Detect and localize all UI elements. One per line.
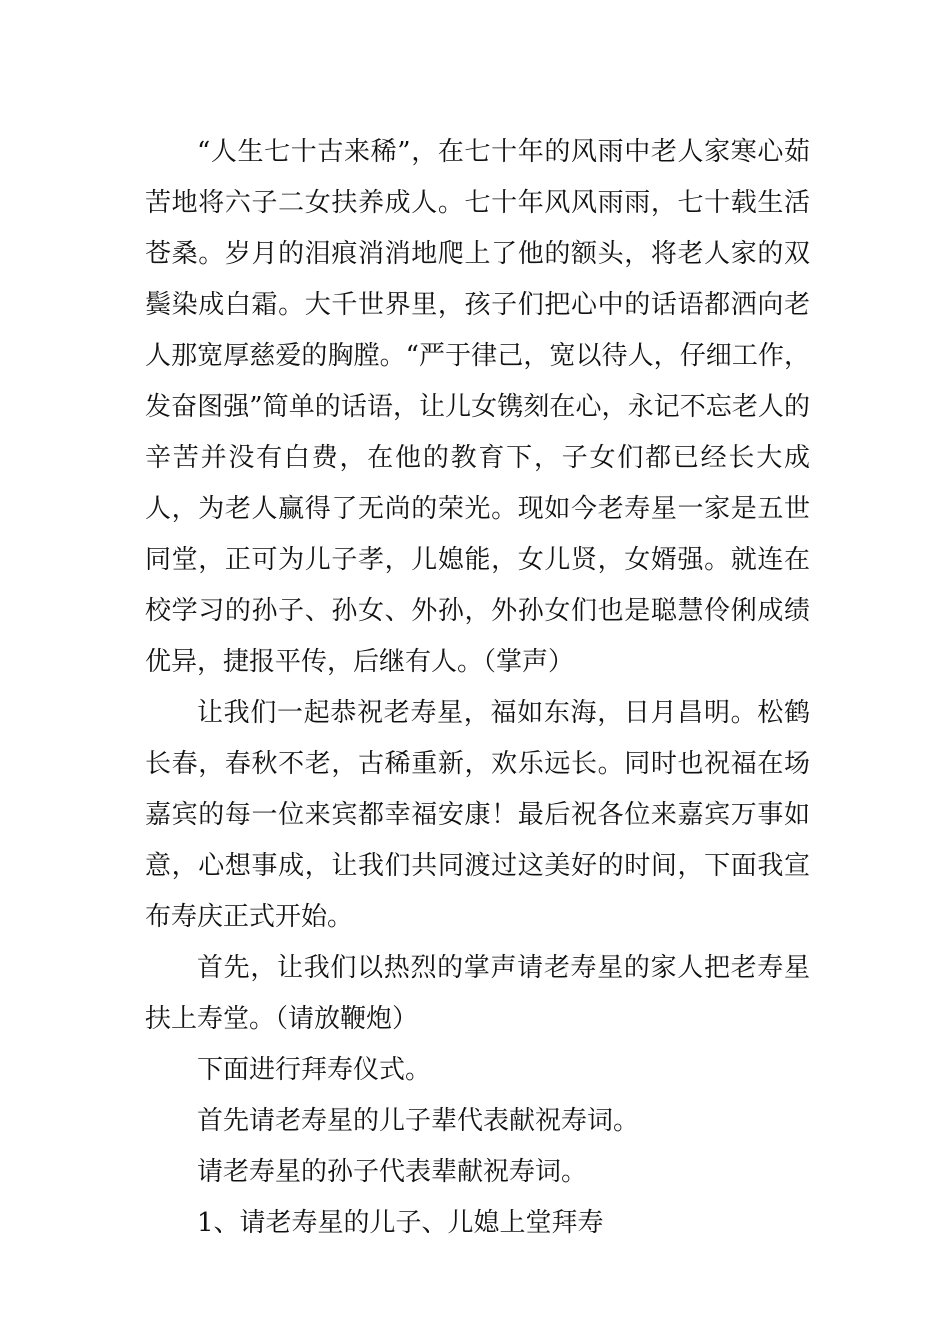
- document-body: [145, 127, 810, 1249]
- paragraph-5: 首先请老寿星的儿子辈代表献祝寿词。: [197, 1106, 640, 1136]
- paragraph-6: 请老寿星的孙子代表辈献祝寿词。: [197, 1157, 588, 1187]
- paragraph-2: 让我们一起恭祝老寿星，福如东海，日月昌明。松鹤长春，春秋不老，古稀重新，欢乐远长。同时也祝福在场嘉宾的每一位来宾都幸福安康！最后祝各位来嘉宾万事如意，心想事成，让我们共同渡过这美好的时间，下面我宣布寿庆正式开始。: [145, 698, 810, 932]
- paragraph-1: “人生七十古来稀”，在七十年的风雨中老人家寒心茹苦地将六子二女扶养成人。七十年风风雨雨，七十载生活苍桑。岁月的泪痕消消地爬上了他的额头，将老人家的双鬓染成白霜。大千世界里，孩子们把心中的话语都洒向老人那宽厚慈爱的胸膛。“严于律己，宽以待人，仔细工作，发奋图强”简单的话语，让儿女镌刻在心，永记不忘老人的辛苦并没有白费，在他的教育下，子女们都已经长大成人，为老人赢得了无尚的荣光。现如今老寿星一家是五世同堂，正可为儿子孝，儿媳能，女儿贤，女婿强。就连在校学习的孙子、孙女、外孙，外孙女们也是聪慧伶俐成绩优异，捷报平传，后继有人。（掌声）: [145, 137, 810, 677]
- paragraph-7: 1、请老寿星的儿子、儿媳上堂拜寿: [197, 1208, 604, 1238]
- paragraph-3: 首先，让我们以热烈的掌声请老寿星的家人把老寿星扶上寿堂。（请放鞭炮）: [145, 953, 810, 1034]
- paragraph-4: 下面进行拜寿仪式。: [197, 1055, 432, 1085]
